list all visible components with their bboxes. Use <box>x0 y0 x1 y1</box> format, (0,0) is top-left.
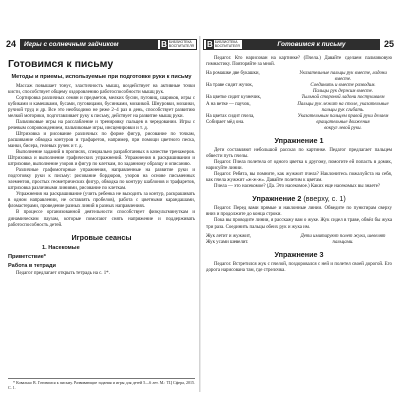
closing-line: Педагог предлагает открыть тетрадь на с. 1*. <box>16 270 110 276</box>
series-line-2: ВОСПИТАТЕЛЯ <box>214 44 240 48</box>
paragraph: Различные графомоторные упражнения, направленные на развитие руки и подготовку руки к письму: рисование бордюров, узоров на основе письменных элементов, простых геометрических фигур, обводка по контуру шаблонов и трафаретов, штриховка различными линиями, рисование по клеткам. <box>8 168 195 192</box>
left-page-body <box>8 56 195 277</box>
poem-action: Дети имитируют полет жука, шевелят пальцами. <box>300 233 386 245</box>
poem-line: Жук усами шевелит. <box>206 239 249 245</box>
poem-line: Жук летит и жужжит, <box>206 233 251 239</box>
book-gutter <box>199 36 201 392</box>
poem-line: На ромашке две букашки, <box>206 71 260 77</box>
finger-game-poem <box>206 71 392 132</box>
poem-action: Соединить и вместе разводим. <box>310 83 376 89</box>
exercise-title: Упражнение 3 <box>274 249 324 259</box>
poem-action: Указательные пальцы рук вместе, ладони вместе. <box>299 71 387 83</box>
poem-line: На цветах сидит пчела, <box>206 113 255 119</box>
paragraph: Упражнения на раскрашивание (учить ребенка не выходить за контур, раскрашивать в одном направлении, не оставлять пробелов), работа с цветными карандашами, фломастерами, проведение разных линий в разных направлениях. <box>8 192 195 210</box>
poem-action: вокруг левой руки. <box>324 125 362 131</box>
exercise-title: Упражнение 1 <box>274 136 324 146</box>
exercise-title-text: Упражнение 2 <box>252 194 302 204</box>
poem-line: Собирает мёд она. <box>206 119 245 125</box>
series-letter: В <box>161 39 167 49</box>
intro-paragraph: Педагог. Кто нарисован на картинке? (Пчела.) Давайте сделаем пальчиковую гимнастику. Повторяйте за мной. <box>206 56 392 68</box>
right-page-number: 25 <box>383 39 394 49</box>
page-title: Готовимся к письму <box>8 58 114 70</box>
left-page-number: 24 <box>6 39 17 49</box>
beetle-poem <box>206 234 392 246</box>
left-running-head-title: Игры с солнечным зайчиком <box>20 39 157 50</box>
poem-lines <box>206 234 294 246</box>
poem-action: Тыльной стороной ладони постукиваем <box>301 95 385 101</box>
right-running-head <box>203 38 394 50</box>
paragraph: Сортировка различных семян и предметов, мелких бусин, пуговиц, шариков, игры с кубиками и камешками, бусами, пуговицами, бусинками, мозаикой. Шнуровки, мозаики, ручной труд и др. Все это необходимо не реже 2–4 раз в день, способствует развитию мелкой моторики, подготавливает руку к письму, действует на развитие мышц руки. <box>8 95 195 119</box>
series-letter: В <box>207 39 213 49</box>
right-series-logo <box>203 39 243 50</box>
step-heading <box>8 254 195 260</box>
poem-line: На цветке сидит кузнечик, <box>206 95 262 101</box>
series-line-1: БИБЛИОТЕКА <box>168 40 192 44</box>
footnote <box>8 378 195 390</box>
poem-actions <box>294 71 392 132</box>
step-label: Работа в тетради <box>8 262 56 269</box>
exercise-paragraph: Пока вы проводите линии, я расскажу вам о жуке. Жук сидел в траве, обвёл бы жука три раза. Соединить пальцы обеих рук и жука им. <box>206 218 392 230</box>
paragraph: В процессе организованной деятельности способствует физкультминуткам и динамическим паузам, которые помогают снять напряжение и поддерживать работоспособность детей. <box>8 210 195 228</box>
right-page-body <box>206 56 392 274</box>
exercise-paragraph: Педагог. Встретился жук с пчелой, поздоровался с ней и полетел своей дорогой. Его дорога нарисована там, где стрелочка. <box>206 261 392 273</box>
poem-action: Пальцы рук держим вместе. <box>312 89 374 95</box>
subheading: Игровые сеансы <box>71 232 132 242</box>
poem-action: Пальцы рук лежат на столе, указательные пальцы рук сгибать. <box>297 101 389 113</box>
step-label: Приветствие <box>8 253 44 260</box>
section-heading: Методы и приемы, используемые при подготовке руки к письму <box>11 74 192 80</box>
paragraph: Штриховка и рисование различных по форме фигур, рисование по точкам, расшивание обводка контуров и трафаретов, например, при помощи цветного песка, манки, бисера, гелевых ручек и т. д. <box>8 131 195 149</box>
exercise-paragraph: Пчела — это насекомое? (Да. Это насекомое.) Каких еще насекомых вы знаете? <box>214 184 381 190</box>
right-running-head-title: Готовимся к письму <box>243 39 380 50</box>
series-line-1: БИБЛИОТЕКА <box>214 40 238 44</box>
poem-action: Указательным пальцем правой руки делаем вращательные движения <box>297 113 389 125</box>
left-running-head <box>6 38 197 50</box>
step-marker: * <box>43 253 46 260</box>
exercise-subtitle: (вверху, с. 1) <box>303 194 346 204</box>
poem-line: На траве сидит жучок, <box>206 83 253 89</box>
session-title: 1. Насекомые <box>42 244 80 251</box>
poem-line: А на ветке — паучок, <box>206 101 251 107</box>
exercise-paragraph: Педагог. Ребята, вы помните, как жужжит пчела? Наклонитесь пожалуйста на себя, как пчела жужжит «ж-ж-ж». Давайте полетим к цветам. <box>206 172 392 184</box>
series-line-2: ВОСПИТАТЕЛЯ <box>168 44 194 48</box>
step-heading <box>8 263 195 269</box>
footnote-text: * Ковалько В. Готовимся к письму. Развивающие задания и игры для детей 5—6 лет. М.: ТЦ Сфера, 2015. С. 1. <box>8 380 195 390</box>
poem-lines <box>206 71 294 132</box>
paragraph: Массаж повышает тонус, эластичность мышц, воздействует на активные точки кисти, способствует общему оздоровлению работоспособности мышц рук. <box>8 83 195 95</box>
exercise-paragraph: Педагог. Перед вами прямые и наклонные линии. Обведите по пунктирам сверху вниз и продолжите до конца строки. <box>206 206 392 218</box>
exercise-title <box>206 194 392 203</box>
exercise-paragraph: Дети составляют небольшой рассказ по картинке. Педагог предлагает пальцем обвести путь пчелы. <box>206 148 392 160</box>
left-series-logo <box>157 39 197 50</box>
exercise-paragraph: Педагог. Пчела полетела от одного цветка к другому, помогите ей попасть в домик, нарисуйте линии. <box>206 160 392 172</box>
paragraph: Пальчиковые игры на расслабление и тренировку пальцев в чередовании. Игры с речевым сопровождением, пальчиковые игры, инсценировки и т. д. <box>8 119 195 131</box>
paragraph: Выполнение заданий в прописях, специально разработанных в качестве тренажеров. Штриховка и выполнение графических упражнений. Упражнения в раскрашивании и штриховке, выполнение узоров и фигур по клеткам, по заданному образцу и описанию. <box>8 150 195 168</box>
poem-actions <box>294 234 392 246</box>
